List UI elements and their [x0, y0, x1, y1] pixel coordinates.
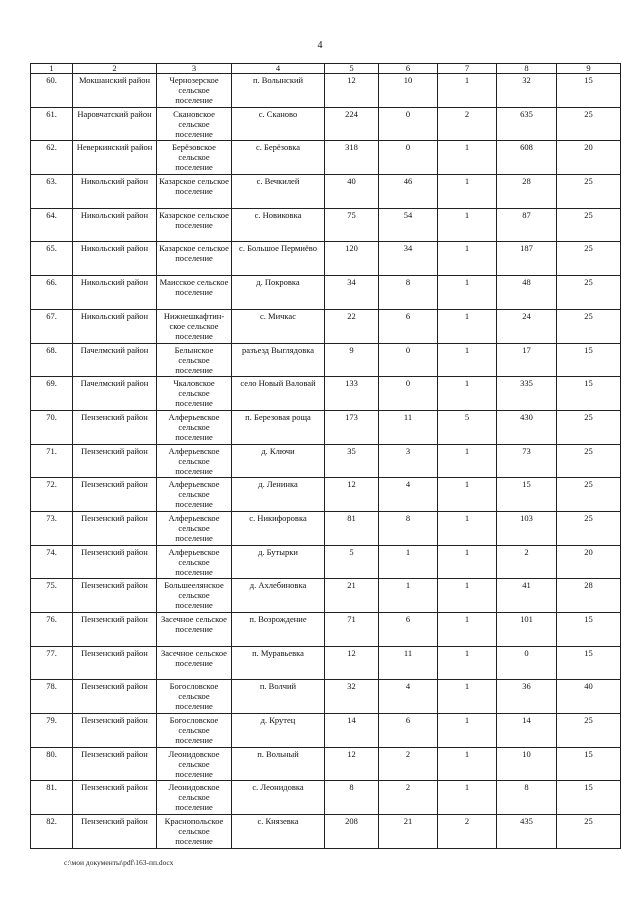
table-cell: 25: [557, 714, 621, 748]
table-cell: с. Мичкас: [232, 309, 325, 343]
table-cell: 14: [497, 714, 557, 748]
table-cell: 1: [438, 74, 497, 108]
column-header: 2: [73, 64, 157, 74]
table-cell: 54: [379, 208, 438, 242]
table-cell: 25: [557, 478, 621, 512]
table-cell: 77.: [31, 646, 73, 680]
table-row: [31, 747, 621, 781]
table-cell: Леонидовское сельское поселение: [157, 781, 232, 815]
table-cell: 46: [379, 175, 438, 209]
table-cell: 60.: [31, 74, 73, 108]
table-cell: с. Берёзовка: [232, 141, 325, 175]
table-cell: 72.: [31, 478, 73, 512]
table-cell: 71.: [31, 444, 73, 478]
table-cell: Маисское сельское поселение: [157, 276, 232, 310]
table-cell: 22: [325, 309, 379, 343]
table-cell: Неверкинский район: [73, 141, 157, 175]
table-cell: п. Муравьевка: [232, 646, 325, 680]
table-cell: 12: [325, 74, 379, 108]
table-cell: 12: [325, 478, 379, 512]
column-header: 8: [497, 64, 557, 74]
table-cell: д. Покровка: [232, 276, 325, 310]
table-cell: Алферьевское сельское поселение: [157, 511, 232, 545]
table-cell: 1: [438, 242, 497, 276]
table-row: [31, 309, 621, 343]
table-cell: д. Ленинка: [232, 478, 325, 512]
table-cell: 25: [557, 175, 621, 209]
table-cell: Пензенский район: [73, 646, 157, 680]
table-cell: 25: [557, 444, 621, 478]
table-row: [31, 141, 621, 175]
table-cell: 67.: [31, 309, 73, 343]
table-cell: 12: [325, 646, 379, 680]
table-cell: Пачелмский район: [73, 377, 157, 411]
table-cell: Берёзовское сельское поселение: [157, 141, 232, 175]
table-cell: Наровчатский район: [73, 107, 157, 141]
table-cell: 1: [438, 377, 497, 411]
table-cell: 2: [497, 545, 557, 579]
table-cell: 2: [379, 747, 438, 781]
column-header: 9: [557, 64, 621, 74]
table-header-row: [31, 64, 621, 74]
table-cell: Богословское сельское поселение: [157, 714, 232, 748]
table-row: [31, 781, 621, 815]
table-cell: 1: [438, 276, 497, 310]
table-cell: 435: [497, 815, 557, 849]
table-cell: Пензенский район: [73, 410, 157, 444]
table-row: [31, 579, 621, 613]
table-row: [31, 276, 621, 310]
table-cell: 2: [438, 815, 497, 849]
table-row: [31, 478, 621, 512]
table-cell: 0: [497, 646, 557, 680]
table-cell: 81: [325, 511, 379, 545]
table-cell: 25: [557, 511, 621, 545]
table-cell: Большеелянское сельское поселение: [157, 579, 232, 613]
table-cell: 15: [557, 646, 621, 680]
table-cell: 6: [379, 714, 438, 748]
table-row: [31, 646, 621, 680]
table-cell: 20: [557, 141, 621, 175]
table-cell: 61.: [31, 107, 73, 141]
table-cell: Пензенский район: [73, 545, 157, 579]
table-row: [31, 613, 621, 647]
table-cell: Казарское сельское поселение: [157, 242, 232, 276]
table-cell: 1: [438, 511, 497, 545]
column-header: 5: [325, 64, 379, 74]
table-cell: с. Большое Пермиёво: [232, 242, 325, 276]
table-cell: 187: [497, 242, 557, 276]
table-cell: Алферьевское сельское поселение: [157, 444, 232, 478]
table-row: [31, 343, 621, 377]
table-cell: Алферьевское сельское поселение: [157, 478, 232, 512]
table-cell: 32: [497, 74, 557, 108]
table-cell: 1: [438, 714, 497, 748]
table-cell: 6: [379, 309, 438, 343]
table-cell: 208: [325, 815, 379, 849]
table-cell: д. Ключи: [232, 444, 325, 478]
table-cell: 318: [325, 141, 379, 175]
table-cell: 87: [497, 208, 557, 242]
table-cell: с. Вечкилей: [232, 175, 325, 209]
table-cell: 10: [379, 74, 438, 108]
table-cell: 1: [438, 613, 497, 647]
table-cell: 28: [497, 175, 557, 209]
table-cell: 101: [497, 613, 557, 647]
table-cell: д. Бутырки: [232, 545, 325, 579]
table-cell: 8: [379, 276, 438, 310]
table-cell: Алферьевское сельское поселение: [157, 545, 232, 579]
table-cell: 5: [438, 410, 497, 444]
table-cell: 1: [438, 781, 497, 815]
table-cell: Чкаловское сельское поселение: [157, 377, 232, 411]
table-cell: 5: [325, 545, 379, 579]
file-path-footer: c:\мои документы\pdf\163-пп.docx: [64, 858, 174, 867]
table-cell: 6: [379, 613, 438, 647]
table-cell: 62.: [31, 141, 73, 175]
table-cell: 25: [557, 242, 621, 276]
table-cell: Никольский район: [73, 175, 157, 209]
table-cell: 15: [557, 377, 621, 411]
table-cell: 1: [438, 208, 497, 242]
table-cell: 1: [438, 309, 497, 343]
table-cell: Засечное сельское поселение: [157, 613, 232, 647]
table-cell: 25: [557, 410, 621, 444]
table-cell: 25: [557, 208, 621, 242]
table-row: [31, 74, 621, 108]
table-cell: 1: [438, 545, 497, 579]
page-number: 4: [317, 40, 323, 51]
table-cell: 14: [325, 714, 379, 748]
table-cell: 17: [497, 343, 557, 377]
table-cell: п. Волчий: [232, 680, 325, 714]
table-cell: Чернозерское сельское поселение: [157, 74, 232, 108]
table-cell: Леонидовское сельское поселение: [157, 747, 232, 781]
table-cell: Пензенский район: [73, 714, 157, 748]
table-cell: 65.: [31, 242, 73, 276]
table-cell: 41: [497, 579, 557, 613]
table-cell: 69.: [31, 377, 73, 411]
table-cell: 0: [379, 377, 438, 411]
table-cell: 608: [497, 141, 557, 175]
table-cell: 3: [379, 444, 438, 478]
table-cell: 1: [438, 680, 497, 714]
table-cell: 21: [325, 579, 379, 613]
table-cell: 1: [379, 545, 438, 579]
table-row: [31, 208, 621, 242]
table-cell: 25: [557, 309, 621, 343]
table-row: [31, 511, 621, 545]
table-cell: 335: [497, 377, 557, 411]
table-cell: 76.: [31, 613, 73, 647]
table-cell: 1: [438, 141, 497, 175]
table-cell: 68.: [31, 343, 73, 377]
table-cell: 0: [379, 141, 438, 175]
table-row: [31, 242, 621, 276]
table-row: [31, 714, 621, 748]
table-cell: 635: [497, 107, 557, 141]
table-cell: 34: [325, 276, 379, 310]
table-cell: п. Волынский: [232, 74, 325, 108]
table-cell: Пензенский район: [73, 511, 157, 545]
table-cell: 4: [379, 478, 438, 512]
table-cell: 34: [379, 242, 438, 276]
table-cell: Пензенский район: [73, 444, 157, 478]
table-cell: 2: [379, 781, 438, 815]
table-cell: Пензенский район: [73, 781, 157, 815]
table-cell: 11: [379, 646, 438, 680]
table-cell: 78.: [31, 680, 73, 714]
table-cell: 80.: [31, 747, 73, 781]
table-cell: п. Вольный: [232, 747, 325, 781]
table-row: [31, 107, 621, 141]
table-cell: 12: [325, 747, 379, 781]
table-cell: Никольский район: [73, 208, 157, 242]
table-cell: 74.: [31, 545, 73, 579]
table-cell: Казарское сельское поселение: [157, 175, 232, 209]
table-cell: 1: [438, 478, 497, 512]
table-cell: Никольский район: [73, 276, 157, 310]
table-cell: село Новый Валовай: [232, 377, 325, 411]
table-cell: д. Ахлебиновка: [232, 579, 325, 613]
table-cell: 25: [557, 107, 621, 141]
table-cell: 430: [497, 410, 557, 444]
table-cell: 1: [438, 646, 497, 680]
table-cell: 21: [379, 815, 438, 849]
table-cell: 9: [325, 343, 379, 377]
table-cell: Богословское сельское поселение: [157, 680, 232, 714]
table-cell: Краснопольское сельское поселение: [157, 815, 232, 849]
table-row: [31, 175, 621, 209]
table-cell: 15: [557, 613, 621, 647]
table-cell: разъезд Выглядовка: [232, 343, 325, 377]
table-row: [31, 815, 621, 849]
table-cell: 63.: [31, 175, 73, 209]
table-cell: с. Леонидовка: [232, 781, 325, 815]
table-cell: 15: [557, 747, 621, 781]
table-body: [31, 74, 621, 849]
table-cell: 35: [325, 444, 379, 478]
table-cell: Никольский район: [73, 309, 157, 343]
table-cell: 25: [557, 815, 621, 849]
table-cell: Нижнешкафтин-ское сельское поселение: [157, 309, 232, 343]
table-cell: 8: [379, 511, 438, 545]
table-cell: 70.: [31, 410, 73, 444]
table-cell: 8: [325, 781, 379, 815]
table-cell: Алферьевское сельское поселение: [157, 410, 232, 444]
table-cell: Пензенский район: [73, 815, 157, 849]
table-cell: 120: [325, 242, 379, 276]
table-cell: 11: [379, 410, 438, 444]
table-cell: п. Березовая роща: [232, 410, 325, 444]
table-cell: 15: [557, 343, 621, 377]
column-header: 4: [232, 64, 325, 74]
table-cell: 28: [557, 579, 621, 613]
table-cell: 1: [438, 444, 497, 478]
table-cell: 20: [557, 545, 621, 579]
table-cell: с. Новиковка: [232, 208, 325, 242]
table-cell: Засечное сельское поселение: [157, 646, 232, 680]
column-header: 6: [379, 64, 438, 74]
table-cell: Никольский район: [73, 242, 157, 276]
table-cell: 1: [379, 579, 438, 613]
table-cell: Пачелмский район: [73, 343, 157, 377]
table-cell: 73.: [31, 511, 73, 545]
table-row: [31, 377, 621, 411]
table-cell: 173: [325, 410, 379, 444]
table-cell: Скановское сельское поселение: [157, 107, 232, 141]
table-cell: 66.: [31, 276, 73, 310]
table-row: [31, 545, 621, 579]
table-cell: 82.: [31, 815, 73, 849]
settlements-table: [30, 63, 621, 849]
table-cell: 1: [438, 579, 497, 613]
table-cell: 133: [325, 377, 379, 411]
table-cell: 15: [557, 781, 621, 815]
table-cell: 64.: [31, 208, 73, 242]
table-cell: д. Крутец: [232, 714, 325, 748]
table-cell: 81.: [31, 781, 73, 815]
table-cell: 15: [497, 478, 557, 512]
table-cell: 0: [379, 107, 438, 141]
table-cell: 40: [325, 175, 379, 209]
table-cell: 73: [497, 444, 557, 478]
table-cell: 71: [325, 613, 379, 647]
table-cell: 79.: [31, 714, 73, 748]
table-cell: Пензенский район: [73, 478, 157, 512]
table-cell: 4: [379, 680, 438, 714]
table-cell: 75.: [31, 579, 73, 613]
table-cell: Белынское сельское поселение: [157, 343, 232, 377]
column-header: 7: [438, 64, 497, 74]
table-cell: п. Возрождение: [232, 613, 325, 647]
table-cell: 48: [497, 276, 557, 310]
table-cell: Мокшанский район: [73, 74, 157, 108]
table-cell: 40: [557, 680, 621, 714]
table-cell: 224: [325, 107, 379, 141]
table-cell: Пензенский район: [73, 680, 157, 714]
table-cell: 8: [497, 781, 557, 815]
column-header: 1: [31, 64, 73, 74]
table-cell: 15: [557, 74, 621, 108]
table-cell: 32: [325, 680, 379, 714]
table-row: [31, 680, 621, 714]
table-cell: с. Князевка: [232, 815, 325, 849]
column-header: 3: [157, 64, 232, 74]
table-cell: с. Сканово: [232, 107, 325, 141]
table-cell: с. Никифоровка: [232, 511, 325, 545]
table-row: [31, 410, 621, 444]
table-cell: Пензенский район: [73, 579, 157, 613]
table-cell: Пензенский район: [73, 613, 157, 647]
table-cell: 24: [497, 309, 557, 343]
table-cell: 1: [438, 747, 497, 781]
table-cell: 2: [438, 107, 497, 141]
table-cell: Пензенский район: [73, 747, 157, 781]
table-cell: 10: [497, 747, 557, 781]
table-cell: 1: [438, 343, 497, 377]
table-cell: 103: [497, 511, 557, 545]
table-cell: 75: [325, 208, 379, 242]
table-cell: Казарское сельское поселение: [157, 208, 232, 242]
table-cell: 1: [438, 175, 497, 209]
table-row: [31, 444, 621, 478]
table-cell: 0: [379, 343, 438, 377]
table-cell: 25: [557, 276, 621, 310]
table-cell: 36: [497, 680, 557, 714]
